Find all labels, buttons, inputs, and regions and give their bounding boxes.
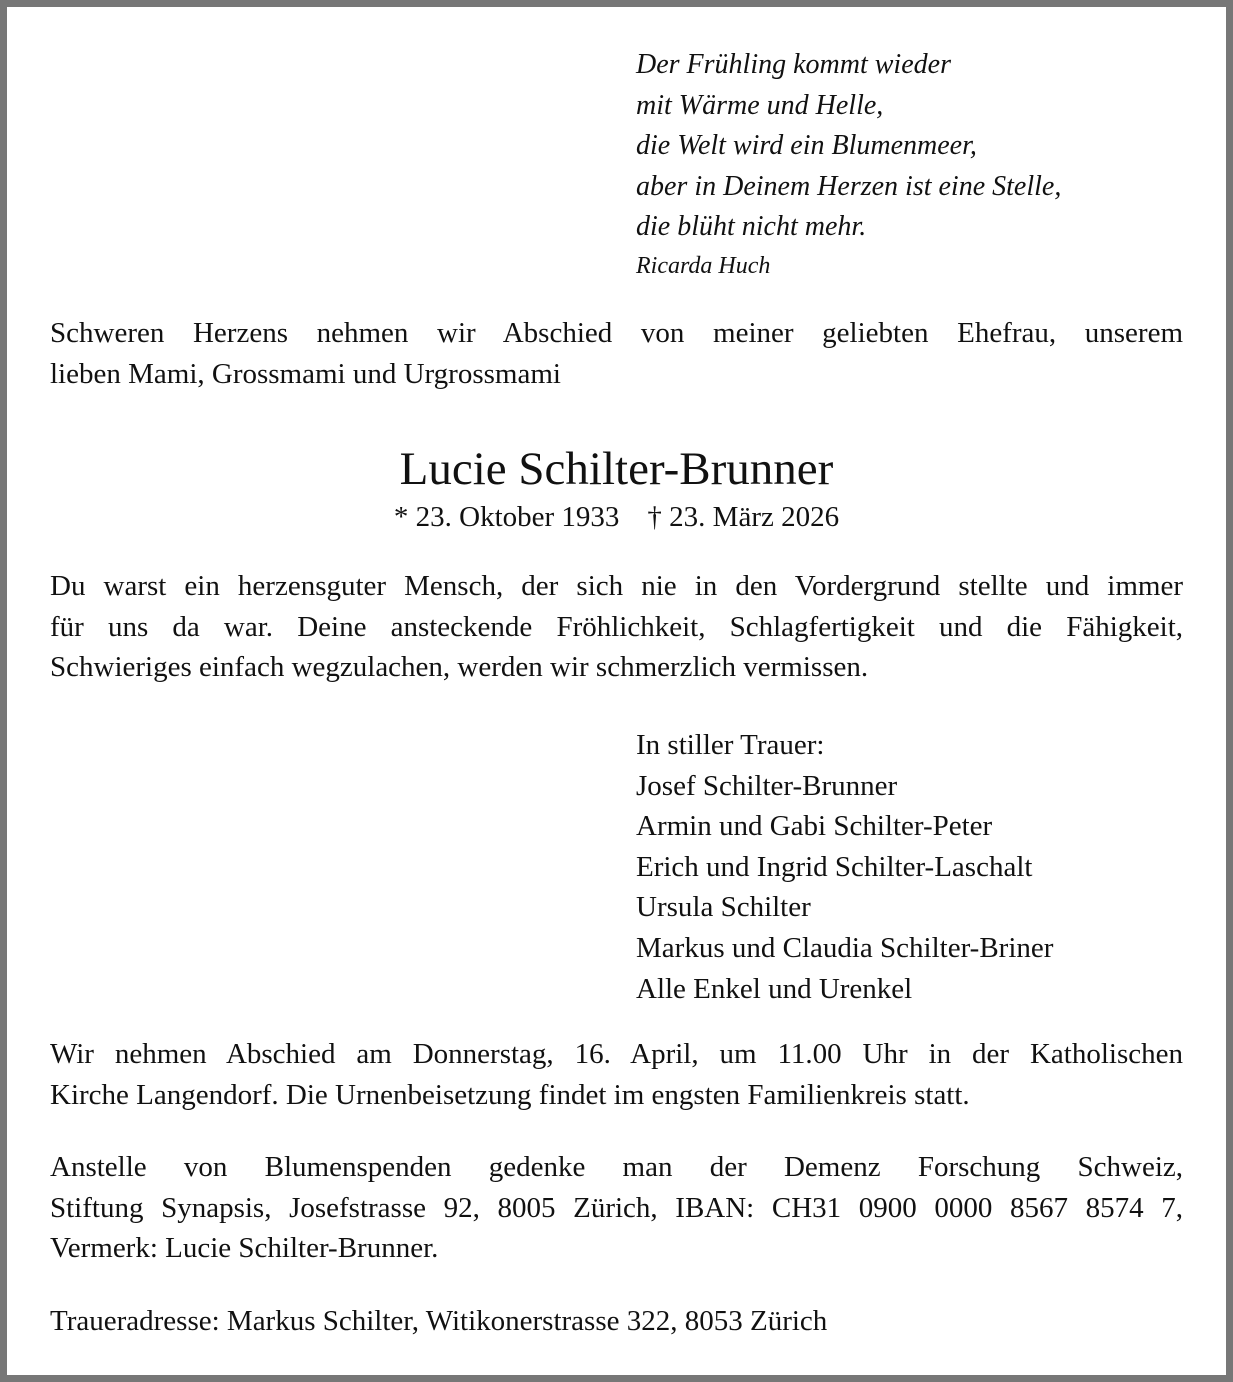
mourner: Markus und Claudia Schilter-Briner (636, 931, 1054, 964)
mourners-heading: In stiller Trauer: (636, 729, 825, 761)
poem (636, 45, 1061, 284)
mourner: Armin und Gabi Schilter-Peter (636, 810, 993, 843)
text-line: Wir nehmen Abschied am Donnerstag, 16. April, um 11.00 Uhr in der Katholischen (50, 1038, 1183, 1070)
mourner: Alle Enkel und Urenkel (636, 972, 913, 1005)
poem-line: mit Wärme und Helle, (636, 89, 884, 121)
obituary-page (7, 7, 1226, 1375)
intro-paragraph (50, 313, 1183, 394)
mourner: Josef Schilter-Brunner (636, 769, 898, 802)
mourner: Ursula Schilter (636, 891, 811, 924)
service-paragraph (50, 1034, 1183, 1115)
text-line: für uns da war. Deine ansteckende Fröhlichkeit, Schlagfertigkeit und die Fähigkeit, (50, 610, 1183, 643)
death-date: † 23. März 2026 (647, 501, 840, 533)
donation-paragraph (50, 1147, 1183, 1269)
poem-line: aber in Deinem Herzen ist eine Stelle, (636, 170, 1062, 202)
mourning-address (50, 1301, 1183, 1342)
text-line: Du warst ein herzensguter Mensch, der sich nie in den Vordergrund stellte und immer (50, 570, 1183, 602)
life-dates (7, 497, 1226, 538)
poem-line: die blüht nicht mehr. (636, 211, 867, 243)
deceased-name: Lucie Schilter-Brunner (399, 443, 834, 495)
text-line: Stiftung Synapsis, Josefstrasse 92, 8005 Zürich, IBAN: CH31 0900 0000 8567 8574 7, (50, 1191, 1183, 1224)
birth-date: * 23. Oktober 1933 (393, 501, 620, 533)
poem-line: Der Frühling kommt wieder (636, 49, 951, 80)
text-line: Schweren Herzens nehmen wir Abschied von meiner geliebten Ehefrau, unserem (50, 317, 1183, 349)
poem-line: die Welt wird ein Blumenmeer, (636, 130, 977, 162)
poem-author: Ricarda Huch (636, 252, 771, 279)
mourner: Erich und Ingrid Schilter-Laschalt (636, 850, 1033, 883)
tribute-paragraph (50, 566, 1183, 688)
text-line: Schwieriges einfach wegzulachen, werden wir schmerzlich vermissen. (50, 651, 869, 684)
text-line: Traueradresse: Markus Schilter, Witikonerstrasse 322, 8053 Zürich (50, 1305, 828, 1337)
text-line: Anstelle von Blumenspenden gedenke man der Demenz Forschung Schweiz, (50, 1151, 1183, 1183)
text-line: lieben Mami, Grossmami und Urgrossmami (50, 357, 561, 390)
text-line: Kirche Langendorf. Die Urnenbeisetzung findet im engsten Familienkreis statt. (50, 1078, 970, 1111)
mourners-list (636, 725, 1053, 1009)
text-line: Vermerk: Lucie Schilter-Brunner. (50, 1232, 439, 1265)
